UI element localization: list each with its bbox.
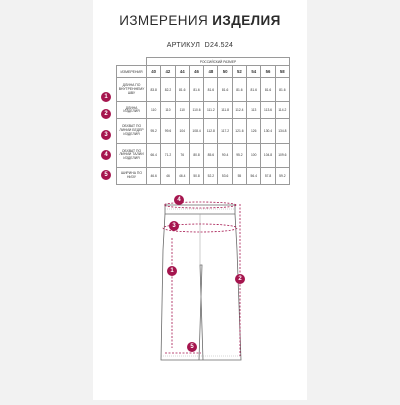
size-header: 52 <box>232 66 246 78</box>
table-cell: 90.4 <box>218 143 232 167</box>
table-cell: 110 <box>147 102 161 119</box>
size-header: 50 <box>218 66 232 78</box>
table-cell: 55 <box>232 168 246 185</box>
table-cell: 46.4 <box>175 168 189 185</box>
table-cell: 110.6 <box>189 102 203 119</box>
table-cell: 81.6 <box>189 78 203 102</box>
table-cell: 66.4 <box>147 143 161 167</box>
title-light: ИЗМЕРЕНИЯ <box>119 13 209 28</box>
diagram-marker-1: 1 <box>167 266 177 276</box>
table-cell: 104.8 <box>261 143 275 167</box>
table-header-blank <box>117 58 147 66</box>
table-cell: 81.6 <box>247 78 261 102</box>
diagram-marker-4: 4 <box>174 195 184 205</box>
measurement-sheet <box>93 0 307 400</box>
table-cell: 53.6 <box>218 168 232 185</box>
diagram-marker-2: 2 <box>235 274 245 284</box>
table-cell: 126 <box>247 119 261 143</box>
row-label: ОБХВАТ ПО ЛИНИИ БЕДЕР ИЗДЕЛИЯ <box>117 119 147 143</box>
table-row <box>117 143 290 167</box>
row-label: ДЛИНА ПО ВНУТРЕННЕМУ ШВУ <box>117 78 147 102</box>
table-cell: 57.8 <box>261 168 275 185</box>
diagram-marker-5: 5 <box>187 342 197 352</box>
page-title <box>93 13 307 28</box>
table-cell: 108.4 <box>189 119 203 143</box>
table-cell: 85.6 <box>204 143 218 167</box>
table-cell: 112.4 <box>232 102 246 119</box>
table-cell: 110 <box>175 102 189 119</box>
table-cell: 104 <box>175 119 189 143</box>
table-cell: 110 <box>161 102 175 119</box>
table-cell: 59.2 <box>275 168 289 185</box>
table-cell: 81.6 <box>261 78 275 102</box>
table-cell: 52.2 <box>204 168 218 185</box>
article-line <box>93 42 307 49</box>
table-cell: 56.4 <box>247 168 261 185</box>
trousers-diagram <box>93 190 307 400</box>
table-cell: 112.8 <box>204 119 218 143</box>
table-cell: 113 <box>247 102 261 119</box>
size-table <box>116 57 290 185</box>
table-cell: 71.2 <box>161 143 175 167</box>
table-row <box>117 119 290 143</box>
table-cell: 83.8 <box>147 78 161 102</box>
table-cell: 81.6 <box>275 78 289 102</box>
table-cell: 111.2 <box>204 102 218 119</box>
table-cell: 113.6 <box>261 102 275 119</box>
table-cell: 46.6 <box>147 168 161 185</box>
size-header: 48 <box>204 66 218 78</box>
row-label: ДЛИНА ИЗДЕЛИЯ <box>117 102 147 119</box>
table-cell: 130.4 <box>261 119 275 143</box>
table-cell: 81.6 <box>175 78 189 102</box>
row-marker-1: 1 <box>101 92 111 102</box>
table-cell: 134.8 <box>275 119 289 143</box>
size-header: 56 <box>261 66 275 78</box>
row-marker-4: 4 <box>101 150 111 160</box>
title-bold: ИЗДЕЛИЯ <box>212 13 281 28</box>
table-row <box>117 78 290 102</box>
table-cell: 109.6 <box>275 143 289 167</box>
size-header: 44 <box>175 66 189 78</box>
table-cell: 76 <box>175 143 189 167</box>
table-cell: 46 <box>161 168 175 185</box>
measurements-header: ИЗМЕРЕНИЯ <box>117 66 147 78</box>
table-cell: 100 <box>247 143 261 167</box>
trousers-svg <box>93 190 307 400</box>
table-cell: 114.2 <box>275 102 289 119</box>
size-group-header: РОССИЙСКИЙ РАЗМЕР <box>147 58 290 66</box>
table-cell: 95.2 <box>147 119 161 143</box>
table-cell: 80.8 <box>189 143 203 167</box>
article-label: АРТИКУЛ <box>166 42 201 49</box>
table-cell: 82.2 <box>161 78 175 102</box>
table-header-sizes-row <box>117 66 290 78</box>
table-row <box>117 168 290 185</box>
row-marker-5: 5 <box>101 170 111 180</box>
size-header: 58 <box>275 66 289 78</box>
size-header: 46 <box>189 66 203 78</box>
row-marker-2: 2 <box>101 109 111 119</box>
table-cell: 81.6 <box>218 78 232 102</box>
size-header: 42 <box>161 66 175 78</box>
table-cell: 50.8 <box>189 168 203 185</box>
table-header-group-row <box>117 58 290 66</box>
article-code: D24.524 <box>204 42 234 49</box>
diagram-marker-3: 3 <box>169 221 179 231</box>
table-cell: 81.6 <box>204 78 218 102</box>
table-row <box>117 102 290 119</box>
size-header: 54 <box>247 66 261 78</box>
table-cell: 95.2 <box>232 143 246 167</box>
table-cell: 117.2 <box>218 119 232 143</box>
table-cell: 121.6 <box>232 119 246 143</box>
waistband-outline <box>165 205 235 214</box>
size-header: 40 <box>147 66 161 78</box>
row-marker-3: 3 <box>101 130 111 140</box>
table-cell: 99.6 <box>161 119 175 143</box>
row-label: ОБХВАТ ПО ЛИНИИ ТАЛИИ ИЗДЕЛИЯ <box>117 143 147 167</box>
table-cell: 111.8 <box>218 102 232 119</box>
trousers-outline <box>161 214 241 360</box>
row-label: ШИРИНА ПО НИЗУ <box>117 168 147 185</box>
table-cell: 81.6 <box>232 78 246 102</box>
